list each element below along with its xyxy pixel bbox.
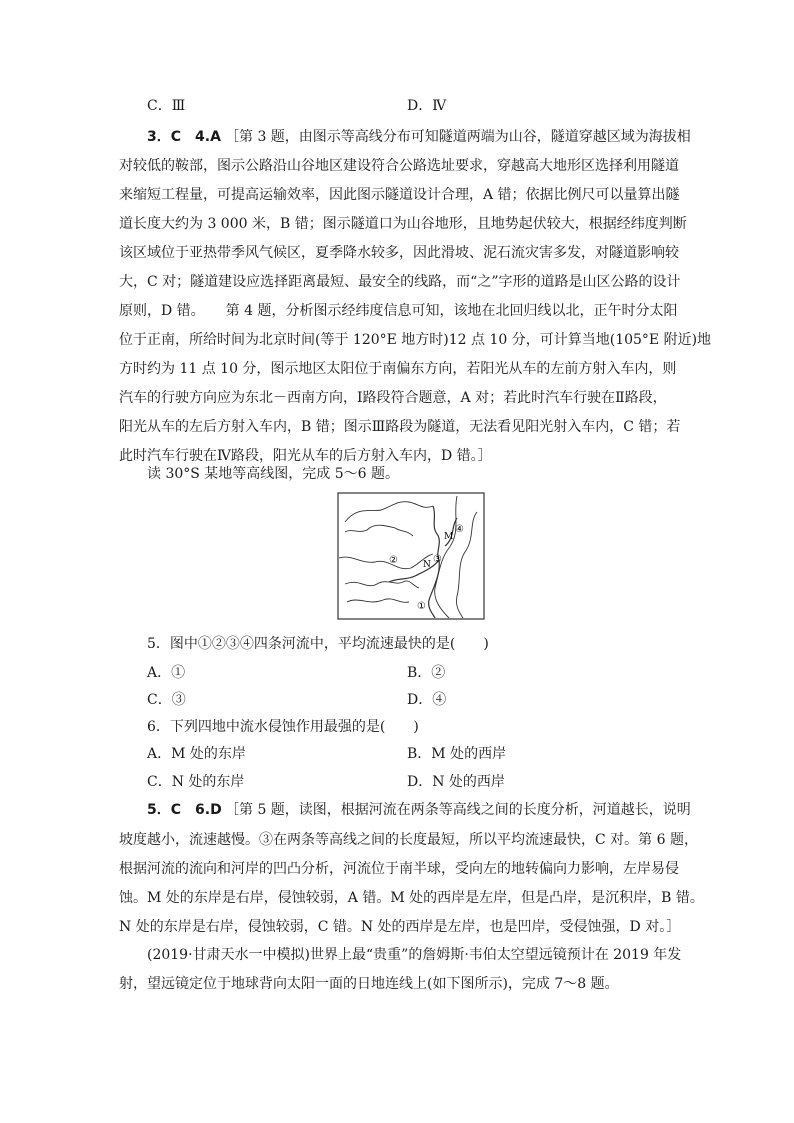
question-5-option-b: B．② — [407, 665, 446, 681]
answer-line: 汽车的行驶方向应为东北－西南方向，Ⅰ路段符合题意，A 对；若此时汽车行驶在Ⅱ路段， — [119, 390, 667, 406]
contour-map-figure — [337, 492, 485, 620]
question-6-stem: 6．下列四地中流水侵蚀作用最强的是( ) — [147, 719, 419, 735]
answer-line: 根据河流的流向和河岸的凹凸分析，河流位于南半球，受向左的地转偏向力影响，左岸易侵 — [119, 861, 679, 877]
option-c-top: C．Ⅲ — [147, 98, 186, 114]
question-5-option-a: A．① — [147, 665, 186, 681]
answer-line: 阳光从车的左后方射入车内，B 错；图示Ⅲ路段为隧道，无法看见阳光射入车内，C 错；若 — [119, 419, 681, 435]
answer-line: 蚀。M 处的东岸是右岸，侵蚀较弱，A 错。M 处的西岸是左岸，但是凸岸，是沉积岸，B 错。 — [119, 890, 704, 906]
intro-5-6: 读 30°S 某地等高线图，完成 5～6 题。 — [147, 466, 400, 482]
question-6-option-a: A．M 处的东岸 — [147, 746, 246, 762]
question-6-option-c: C．N 处的东岸 — [147, 774, 245, 790]
answer-line: 此时汽车行驶在Ⅳ路段，阳光从车的后方射入车内，D 错。］ — [119, 448, 492, 464]
answer-line: 来缩短工程量，可提高运输效率，因此图示隧道设计合理，A 错；依据比例尺可以量算出隧 — [119, 187, 680, 203]
map-label-river-3: ③ — [433, 554, 442, 565]
map-label-m: M — [444, 532, 454, 542]
answer-3-4-head: 3．C 4.A — [147, 129, 221, 145]
answer-line: 位于正南，所给时间为北京时间(等于 120°E 地方时)12 点 10 分，可计算当地(105°E 附近)地 — [119, 332, 712, 348]
answer-line: 该区域位于亚热带季风气候区，夏季降水较多，因此滑坡、泥石流灾害多发，对隧道影响较 — [119, 245, 679, 261]
answer-5-6-head: 5．C 6.D — [147, 802, 222, 818]
map-label-river-1: ① — [417, 601, 426, 612]
answer-line: 对较低的鞍部，图示公路沿山谷地区建设符合公路选址要求，穿越高大地形区选择利用隧道 — [119, 158, 679, 174]
question-5-stem: 5．图中①②③④四条河流中，平均流速最快的是( ) — [147, 636, 489, 652]
question-5-option-c: C．③ — [147, 692, 186, 708]
answer-line: ［第 3 题，由图示等高线分布可知隧道两端为山谷，隧道穿越区域为海拔相 — [225, 129, 691, 145]
question-6-option-d: D．N 处的西岸 — [407, 774, 505, 790]
answer-line: 坡度越小，流速越慢。③在两条等高线之间的长度最短，所以平均流速最快，C 对。第 6 题， — [119, 832, 698, 848]
intro-7-8-line-2: 射，望远镜定位于地球背向太阳一面的日地连线上(如下图所示)，完成 7～8 题。 — [119, 976, 619, 992]
map-label-river-4: ④ — [455, 524, 464, 535]
answer-line: 道长度大约为 3 000 米，B 错；图示隧道口为山谷地形，且地势起伏较大，根据经纬度判断 — [119, 216, 687, 232]
question-6-option-b: B．M 处的西岸 — [407, 746, 507, 762]
answer-line: 大，C 对；隧道建设应选择距离最短、最安全的线路，而“之”字形的道路是山区公路的设计 — [119, 274, 681, 290]
map-label-n: N — [423, 560, 431, 570]
answer-line: 方时约为 11 点 10 分，图示地区太阳位于南偏东方向，若阳光从车的左前方射入车内，则 — [119, 361, 677, 377]
map-label-river-2: ② — [389, 555, 398, 566]
answer-line: ［第 5 题，读图，根据河流在两条等高线之间的长度分析，河道越长，说明 — [225, 802, 691, 818]
option-d-top: D．Ⅳ — [407, 98, 447, 114]
question-5-option-d: D．④ — [407, 692, 447, 708]
answer-line: 原则，D 错。 第 4 题，分析图示经纬度信息可知，该地在北回归线以北，正午时分太阳 — [119, 303, 678, 319]
answer-line: N 处的东岸是右岸，侵蚀较弱，C 错。N 处的西岸是左岸，也是凹岸，受侵蚀强，D 对。］ — [119, 919, 681, 935]
intro-7-8-line-1: (2019·甘肃天水一中模拟)世界上最“贵重”的詹姆斯·韦伯太空望远镜预计在 2019 年发 — [147, 947, 682, 963]
